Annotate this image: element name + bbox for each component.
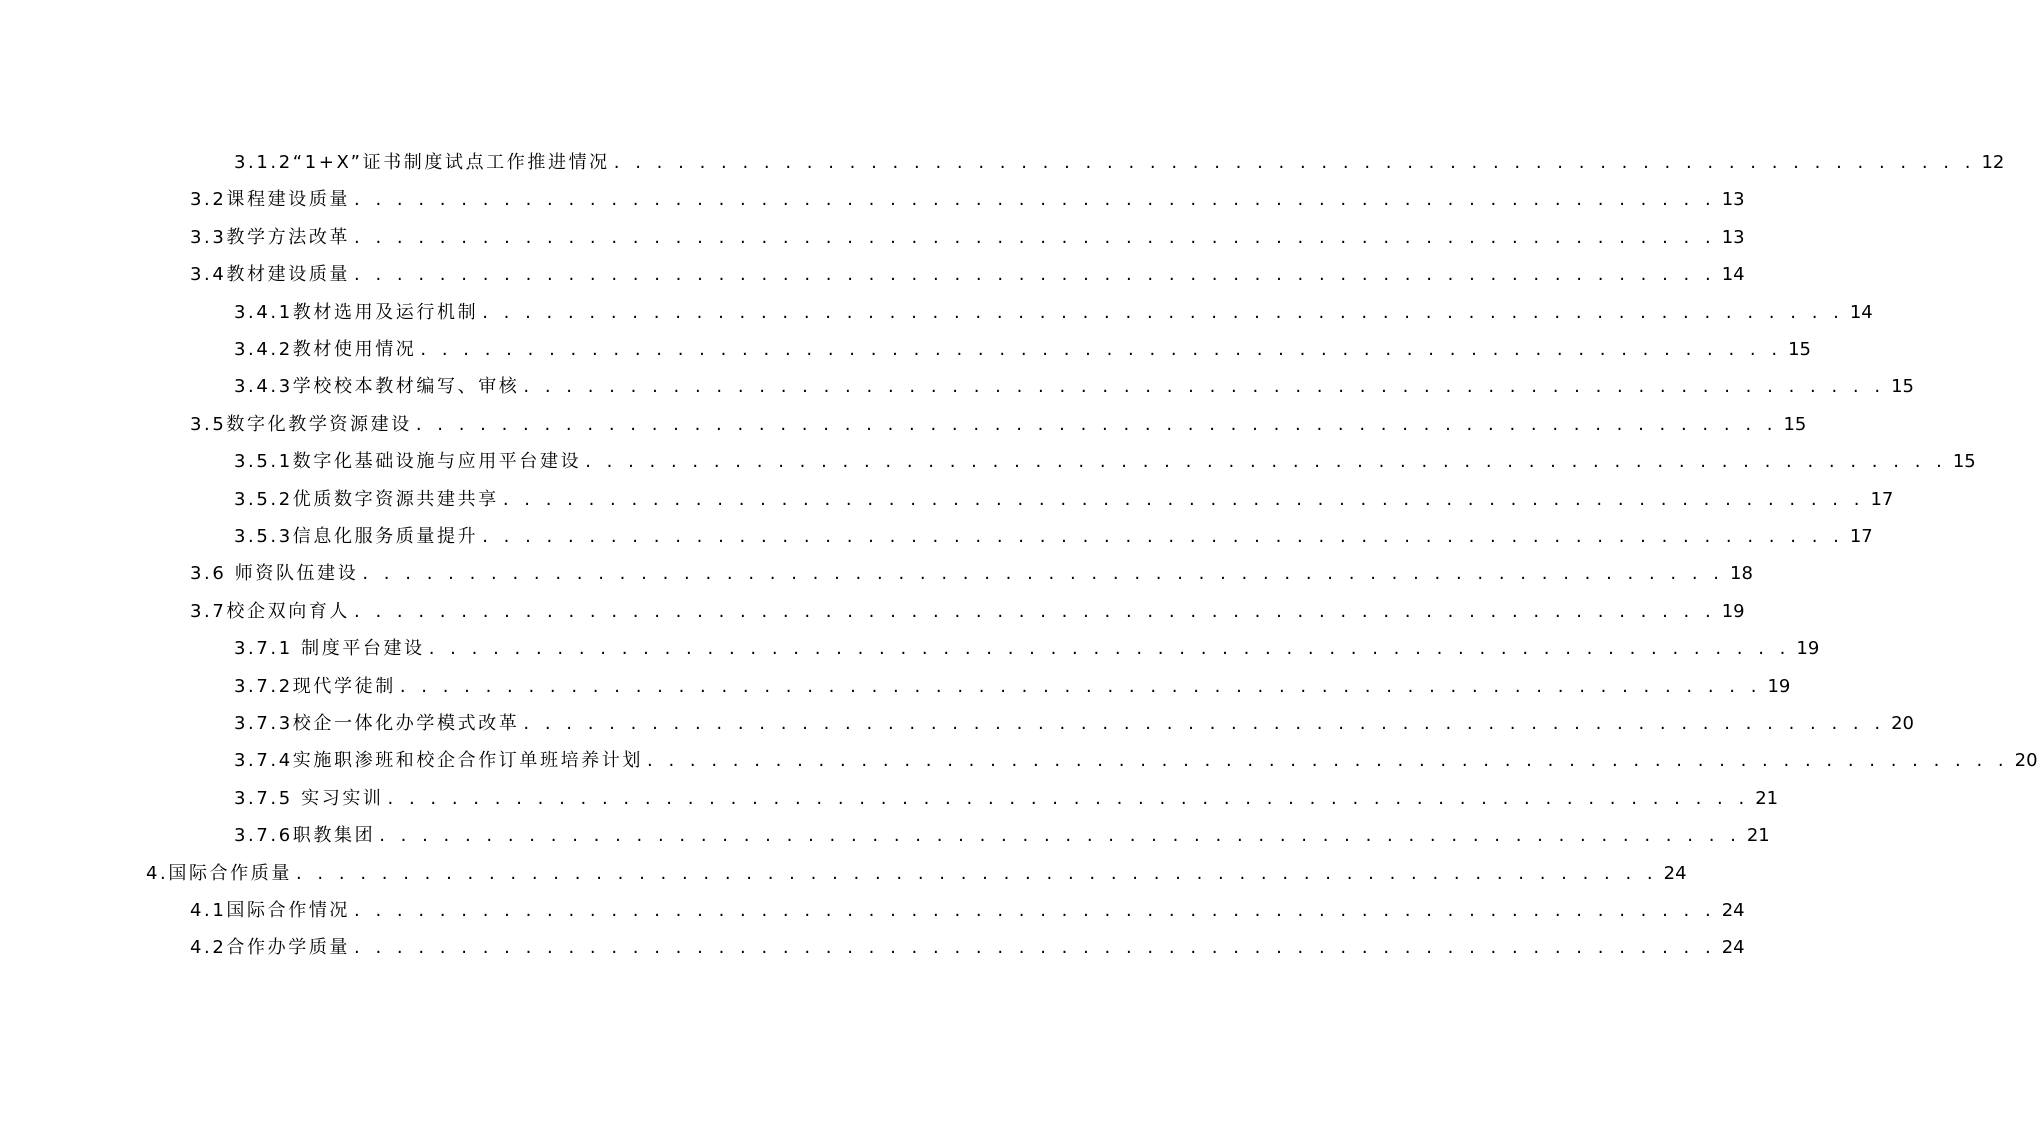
toc-dot-leader: . . . . . . . . . . . . . . . . . . . . . . . . . . . . . . . . . . . . . . . . . . . . . . . . . . . . . . . . . . . . . . . . bbox=[362, 563, 1725, 585]
toc-page-number: 15 bbox=[1952, 451, 1976, 473]
toc-dot-leader: . . . . . . . . . . . . . . . . . . . . . . . . . . . . . . . . . . . . . . . . . . . . . . . . . . . . . . . . . . . . . . . . bbox=[523, 713, 1886, 734]
toc-dot-leader: . . . . . . . . . . . . . . . . . . . . . . . . . . . . . . . . . . . . . . . . . . . . . . . . . . . . . . . . . . . . . . . . bbox=[354, 264, 1716, 286]
toc-dot-leader: . . . . . . . . . . . . . . . . . . . . . . . . . . . . . . . . . . . . . . . . . . . . . . . . . . . . . . . . . . . . . . . . bbox=[482, 526, 1844, 547]
toc-page-number: 21 bbox=[1755, 787, 1779, 809]
toc-entry[interactable] bbox=[234, 334, 1811, 362]
toc-page-number: 15 bbox=[1783, 413, 1807, 435]
toc-dot-leader: . . . . . . . . . . . . . . . . . . . . . . . . . . . . . . . . . . . . . . . . . . . . . . . . . . . . . . . . . . . . . . . . bbox=[415, 413, 1778, 435]
toc-entry[interactable] bbox=[190, 259, 1745, 287]
toc-entry[interactable] bbox=[190, 932, 1745, 960]
toc-entry-title: 3.3教学方法改革 bbox=[190, 226, 351, 248]
toc-page-number: 15 bbox=[1891, 376, 1914, 398]
toc-page-number: 15 bbox=[1788, 339, 1811, 360]
toc-entry[interactable] bbox=[234, 297, 1873, 325]
toc-dot-leader: . . . . . . . . . . . . . . . . . . . . . . . . . . . . . . . . . . . . . . . . . . . . . . . . . . . . . . . . . . . . . . . . bbox=[354, 900, 1716, 921]
toc-entry-title: 3.5.1数字化基础设施与应用平台建设 bbox=[234, 451, 582, 473]
toc-entry-title: 3.1.2“1+X”证书制度试点工作推进情况 bbox=[234, 152, 610, 173]
toc-entry-title: 3.7.5 实习实训 bbox=[234, 787, 384, 809]
toc-entry-title: 3.5.2优质数字资源共建共享 bbox=[234, 488, 499, 510]
toc-entry[interactable] bbox=[234, 820, 1770, 848]
toc-dot-leader: . . . . . . . . . . . . . . . . . . . . . . . . . . . . . . . . . . . . . . . . . . . . . . . . . . . . . . . . . . . . . . . . bbox=[502, 488, 1865, 510]
toc-dot-leader: . . . . . . . . . . . . . . . . . . . . . . . . . . . . . . . . . . . . . . . . . . . . . . . . . . . . . . . . . . . . . . . . bbox=[482, 301, 1844, 323]
toc-entry[interactable] bbox=[234, 371, 1914, 399]
toc-dot-leader: . . . . . . . . . . . . . . . . . . . . . . . . . . . . . . . . . . . . . . . . . . . . . . . . . . . . . . . . . . . . . . . . bbox=[399, 675, 1762, 697]
toc-page-number: 19 bbox=[1796, 638, 1820, 660]
toc-dot-leader: . . . . . . . . . . . . . . . . . . . . . . . . . . . . . . . . . . . . . . . . . . . . . . . . . . . . . . . . . . . . . . . . bbox=[613, 152, 1976, 173]
toc-dot-leader: . . . . . . . . . . . . . . . . . . . . . . . . . . . . . . . . . . . . . . . . . . . . . . . . . . . . . . . . . . . . . . . . bbox=[354, 189, 1716, 211]
toc-entry-title: 3.2课程建设质量 bbox=[190, 189, 351, 211]
toc-entry[interactable] bbox=[234, 783, 1779, 811]
toc-dot-leader: . . . . . . . . . . . . . . . . . . . . . . . . . . . . . . . . . . . . . . . . . . . . . . . . . . . . . . . . . . . . . . . . bbox=[420, 339, 1783, 360]
toc-dot-leader: . . . . . . . . . . . . . . . . . . . . . . . . . . . . . . . . . . . . . . . . . . . . . . . . . . . . . . . . . . . . . . . . bbox=[523, 376, 1886, 398]
toc-entry-title: 3.4.2教材使用情况 bbox=[234, 339, 417, 360]
toc-entry-title: 3.5数字化教学资源建设 bbox=[190, 413, 412, 435]
toc-dot-leader: . . . . . . . . . . . . . . . . . . . . . . . . . . . . . . . . . . . . . . . . . . . . . . . . . . . . . . . . . . . . . . . . bbox=[379, 825, 1741, 847]
toc-entry-title: 4.1国际合作情况 bbox=[190, 900, 351, 921]
toc-entry-title: 3.7.3校企一体化办学模式改革 bbox=[234, 713, 520, 734]
toc-page-number: 18 bbox=[1730, 563, 1753, 585]
toc-entry[interactable] bbox=[234, 745, 2038, 773]
toc-dot-leader: . . . . . . . . . . . . . . . . . . . . . . . . . . . . . . . . . . . . . . . . . . . . . . . . . . . . . . . . . . . . . . . . bbox=[295, 862, 1658, 884]
toc-page-number: 14 bbox=[1849, 301, 1873, 323]
toc-page-number: 19 bbox=[1767, 675, 1791, 697]
toc-page-number: 21 bbox=[1746, 825, 1770, 847]
toc-dot-leader: . . . . . . . . . . . . . . . . . . . . . . . . . . . . . . . . . . . . . . . . . . . . . . . . . . . . . . . . . . . . . . . . bbox=[354, 226, 1716, 248]
toc-entry[interactable] bbox=[234, 633, 1820, 661]
toc-entry-title: 3.7.2现代学徒制 bbox=[234, 675, 396, 697]
toc-entry-title: 3.7.1 制度平台建设 bbox=[234, 638, 425, 660]
toc-dot-leader: . . . . . . . . . . . . . . . . . . . . . . . . . . . . . . . . . . . . . . . . . . . . . . . . . . . . . . . . . . . . . . . . bbox=[354, 937, 1716, 959]
toc-page-number: 14 bbox=[1721, 264, 1745, 286]
toc-page-number: 19 bbox=[1721, 600, 1745, 622]
toc-entry[interactable] bbox=[234, 446, 1976, 474]
toc-entry[interactable] bbox=[190, 184, 1745, 212]
toc-dot-leader: . . . . . . . . . . . . . . . . . . . . . . . . . . . . . . . . . . . . . . . . . . . . . . . . . . . . . . . . . . . . . . . . bbox=[387, 787, 1750, 809]
toc-entry[interactable] bbox=[190, 409, 1807, 437]
toc-entry[interactable] bbox=[190, 895, 1745, 923]
toc-page-number: 20 bbox=[2014, 750, 2038, 772]
toc-entry[interactable] bbox=[190, 222, 1745, 250]
toc-dot-leader: . . . . . . . . . . . . . . . . . . . . . . . . . . . . . . . . . . . . . . . . . . . . . . . . . . . . . . . . . . . . . . . . bbox=[428, 638, 1791, 660]
toc-page-number: 24 bbox=[1721, 900, 1745, 921]
toc-dot-leader: . . . . . . . . . . . . . . . . . . . . . . . . . . . . . . . . . . . . . . . . . . . . . . . . . . . . . . . . . . . . . . . . bbox=[585, 451, 1947, 473]
toc-entry[interactable] bbox=[190, 596, 1745, 624]
toc-entry[interactable] bbox=[190, 558, 1753, 586]
toc-entry-title: 4.国际合作质量 bbox=[146, 862, 292, 884]
toc-page-number: 20 bbox=[1891, 713, 1914, 734]
toc-page-number: 17 bbox=[1870, 488, 1894, 510]
toc-entry-title: 3.5.3信息化服务质量提升 bbox=[234, 526, 479, 547]
toc-entry[interactable] bbox=[146, 858, 1687, 886]
toc-entry-title: 3.4.1教材选用及运行机制 bbox=[234, 301, 479, 323]
toc-entry[interactable] bbox=[234, 484, 1894, 512]
toc-page-number: 12 bbox=[1981, 152, 2005, 173]
toc-entry-title: 3.4教材建设质量 bbox=[190, 264, 351, 286]
toc-page-number: 24 bbox=[1721, 937, 1745, 959]
toc-page-number: 17 bbox=[1849, 526, 1873, 547]
toc-entry-title: 3.6 师资队伍建设 bbox=[190, 563, 359, 585]
toc-dot-leader: . . . . . . . . . . . . . . . . . . . . . . . . . . . . . . . . . . . . . . . . . . . . . . . . . . . . . . . . . . . . . . . . bbox=[354, 600, 1716, 622]
toc-entry[interactable] bbox=[234, 708, 1914, 736]
toc-entry-title: 3.4.3学校校本教材编写、审核 bbox=[234, 376, 520, 398]
toc-page-number: 24 bbox=[1663, 862, 1687, 884]
toc-entry[interactable] bbox=[234, 147, 2005, 175]
toc-entry-title: 3.7校企双向育人 bbox=[190, 600, 351, 622]
toc-entry-title: 3.7.4实施职渗班和校企合作订单班培养计划 bbox=[234, 750, 643, 772]
toc-dot-leader: . . . . . . . . . . . . . . . . . . . . . . . . . . . . . . . . . . . . . . . . . . . . . . . . . . . . . . . . . . . . . . . . bbox=[647, 750, 2009, 772]
toc-entry[interactable] bbox=[234, 521, 1873, 549]
toc-entry-title: 4.2合作办学质量 bbox=[190, 937, 351, 959]
toc-entry[interactable] bbox=[234, 671, 1791, 699]
toc-entry-title: 3.7.6职教集团 bbox=[234, 825, 376, 847]
toc-page-number: 13 bbox=[1721, 226, 1745, 248]
toc-page-number: 13 bbox=[1721, 189, 1745, 211]
